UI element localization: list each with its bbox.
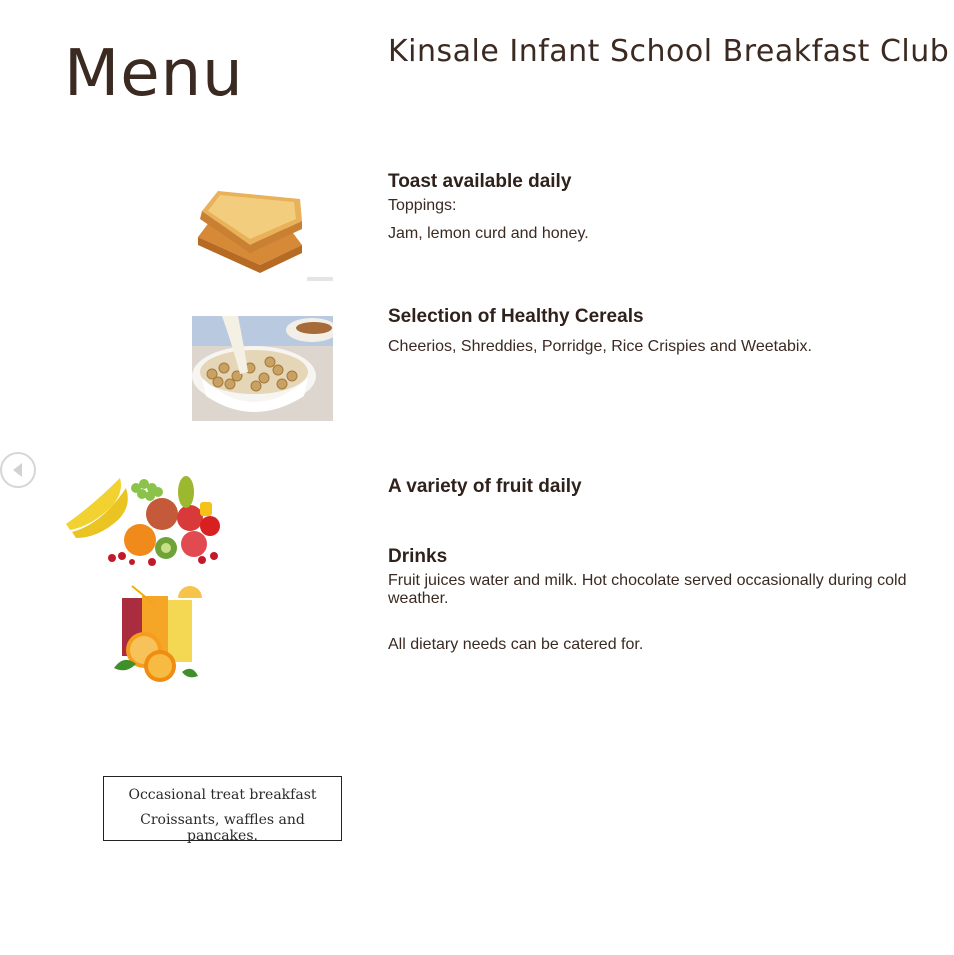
toast-heading: Toast available daily <box>388 171 572 192</box>
dietary-note: All dietary needs can be catered for. <box>388 636 644 653</box>
arrow-left-icon <box>2 454 34 486</box>
treat-items: Croissants, waffles and pancakes. <box>140 812 305 844</box>
treat-box <box>103 776 342 844</box>
treat-title: Occasional treat breakfast <box>128 787 317 803</box>
fruit-heading: A variety of fruit daily <box>388 476 582 497</box>
menu-title: Menu <box>64 37 244 111</box>
juice-image <box>106 584 208 682</box>
drinks-description: Fruit juices water and milk. Hot chocolate served occasionally during cold weather. <box>388 572 907 607</box>
cereal-image <box>192 316 333 421</box>
toast-image <box>190 185 335 285</box>
drinks-heading: Drinks <box>388 546 448 567</box>
cereals-heading: Selection of Healthy Cereals <box>388 306 644 327</box>
previous-page-button[interactable] <box>0 452 36 488</box>
toast-toppings-label: Toppings: <box>388 197 457 214</box>
fruit-image <box>62 466 227 570</box>
cereals-section <box>388 306 908 356</box>
toast-toppings-list: Jam, lemon curd and honey. <box>388 225 589 242</box>
fruit-section <box>388 476 908 498</box>
page-title: Kinsale Infant School Breakfast Club <box>388 34 950 69</box>
drinks-section <box>388 546 918 654</box>
toast-section <box>388 171 908 243</box>
cereals-list: Cheerios, Shreddies, Porridge, Rice Crispies and Weetabix. <box>388 338 812 355</box>
